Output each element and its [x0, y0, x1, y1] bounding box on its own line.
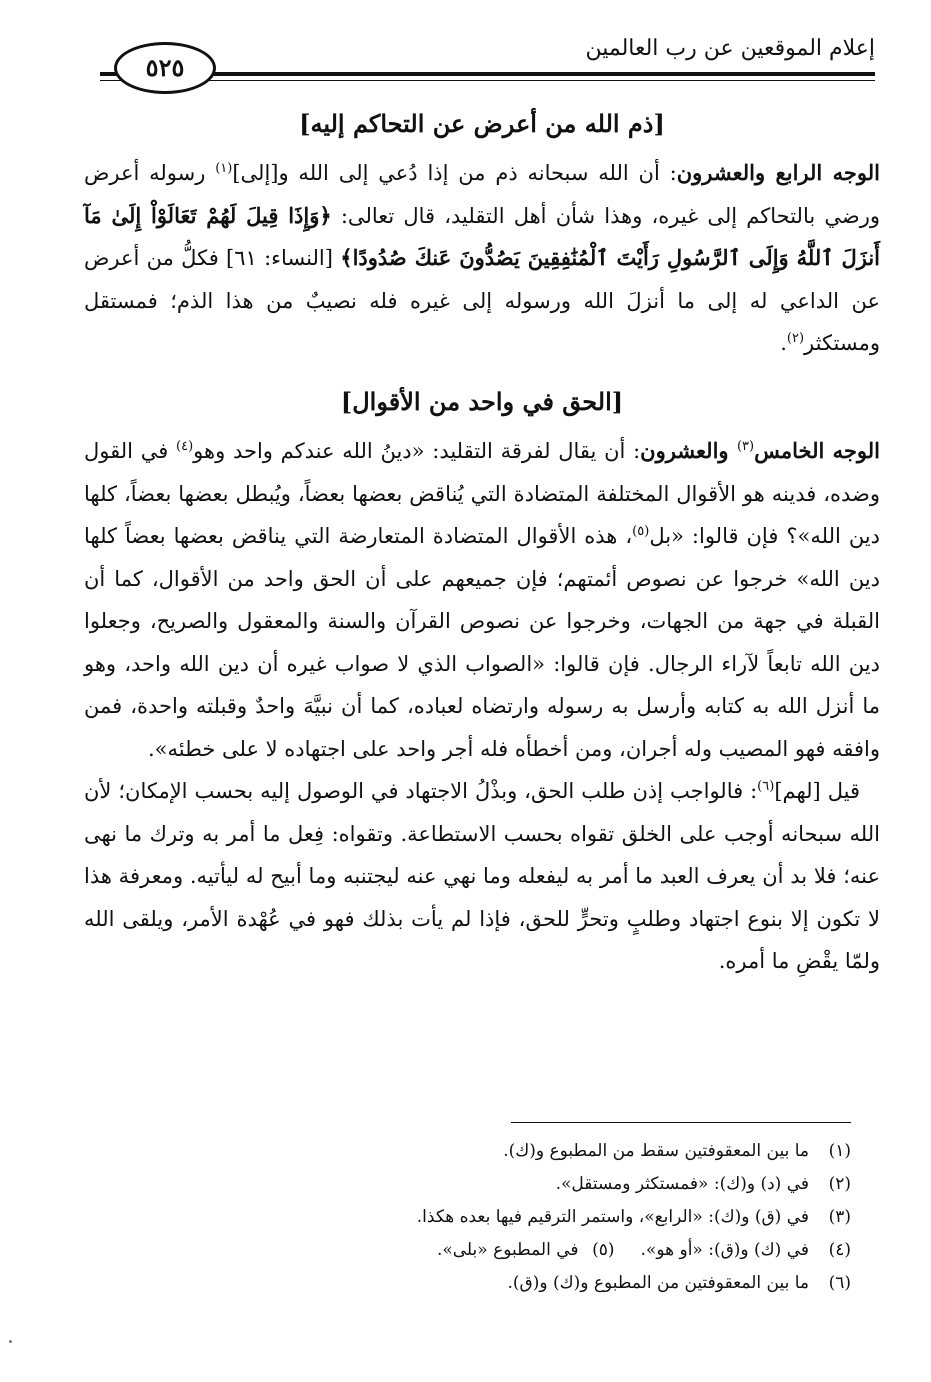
paragraph-24th-aspect: [84, 152, 880, 365]
section-heading: [الحق في واحد من الأقوال]: [340, 387, 624, 416]
footnote-text: في (د) و(ك): «فمستكثر ومستقل».: [555, 1174, 809, 1194]
footnote-ref-2: (٢): [786, 331, 805, 346]
footnote-number: (٥): [592, 1240, 615, 1260]
page-number: ٥٢٥: [114, 42, 216, 94]
footnote-text: في (ق) و(ك): «الرابع»، واستمر الترقيم فيها بعده هكذا.: [416, 1207, 809, 1227]
footnote-2: [231, 1168, 851, 1201]
footnote-ref-1: (١): [215, 161, 233, 176]
paragraph-text: ، هذه الأقوال المتضادة المتعارضة التي يناقض بعضها بعضاً كلها دين الله» خرجوا عن نصوص أئمتهم؛ فإن جميعهم على أن الحق واحد من الأقوال، كما أن القبلة في جهة من الجهات، وخرجوا عن نصوص القرآن والسنة والمعقول والصريح، وجعلوا دين الله تابعاً لآراء الرجال. فإن قالوا: «الصواب الذي لا صواب غيره أن دين الله واحد، وهو ما أنزل الله به كتابه وأرسل به رسوله وارتضاه لعباده، كما أن نبيَّهَ واحدٌ وقبلته واحدة، فمن وافقه فهو المصيب وله أجران، ومن أخطأه فله أجر واحد على اجتهاده لا على خطئه».: [84, 524, 880, 761]
paragraph-reply: [84, 770, 880, 983]
footnotes: [231, 1135, 851, 1300]
footnote-separator: [511, 1122, 851, 1123]
footnote-number: (٦): [828, 1273, 851, 1293]
paragraph-text: : أن الله سبحانه ذم من إذا دُعي إلى الله و[إلى]: [232, 161, 677, 185]
footnote-1: [231, 1135, 851, 1168]
paragraph-text: قيل [لهم]: [774, 779, 860, 803]
footnote-4-and-5: [231, 1234, 851, 1267]
footnote-6: [231, 1267, 851, 1300]
footnote-text: في المطبوع «بلى».: [436, 1240, 579, 1260]
footnote-ref-4: (٤): [176, 439, 194, 454]
footnote-number: (٣): [828, 1207, 851, 1227]
paragraph-text: [النساء: ٦١] فكلُّ من أعرض عن الداعي له إلى ما أنزلَ الله ورسوله إلى غيره فله نصيبٌ من هذا الذم؛ فمستقل ومستكثر: [84, 246, 880, 355]
running-header: [100, 22, 875, 82]
paragraph-text: رسوله أعرض ورضي بالتحاكم إلى غيره، وهذا شأن أهل التقليد، قال تعالى:: [84, 161, 880, 228]
header-rule-thin: [100, 80, 875, 81]
paragraph-end: .: [780, 331, 787, 355]
footnote-number: (٤): [828, 1240, 851, 1260]
footnote-ref-5: (٥): [632, 524, 650, 539]
paragraph-lead: والعشرون: [640, 438, 737, 463]
section-blame: [84, 104, 880, 365]
quran-verse: ﴿وَإِذَا قِيلَ لَهُمْ تَعَالَوْاْ إِلَىٰ مَآ أَنزَلَ ٱللَّهُ وَإِلَى ٱلرَّسُولِ رَأَيْتَ ٱلْمُنَٰفِقِينَ يَصُدُّونَ عَنكَ صُدُودًا﴾: [84, 202, 880, 270]
section-heading: [ذم الله من أعرض عن التحاكم إليه]: [299, 109, 665, 138]
footnote-ref-3: (٣): [736, 439, 755, 454]
paragraph-text: : أن يقال لفرقة التقليد: «دينُ الله عندكم واحد وهو: [193, 439, 641, 463]
footnote-text: ما بين المعقوفتين من المطبوع و(ك) و(ق).: [507, 1273, 809, 1293]
paragraph-25th-aspect: [84, 430, 880, 770]
footnote-number: (١): [828, 1141, 851, 1161]
footnote-text: في (ك) و(ق): «أو هو».: [640, 1240, 809, 1260]
footnote-number: (٢): [828, 1174, 851, 1194]
footnote-3: [231, 1201, 851, 1234]
book-title: إعلام الموقعين عن رب العالمين: [585, 36, 875, 61]
paragraph-text: في القول وضده، فدينه هو الأقوال المختلفة المتضادة التي يُناقض بعضها بعضاً، ويُبطل بعضها بعضاً، كلها دين الله»؟ فإن قالوا: «بل: [84, 439, 881, 548]
footnote-text: ما بين المعقوفتين سقط من المطبوع و(ك).: [503, 1141, 809, 1161]
section-truth: [84, 382, 880, 983]
scan-speck: [9, 1340, 12, 1343]
paragraph-lead: الوجه الخامس: [754, 438, 881, 463]
paragraph-lead: الوجه الرابع والعشرون: [676, 160, 880, 185]
header-rule-thick: [100, 72, 875, 76]
footnote-ref-6: (٦): [757, 779, 775, 794]
paragraph-text: : فالواجب إذن طلب الحق، وبذْلُ الاجتهاد في الوصول إليه بحسب الإمكان؛ لأن الله سبحانه أوجب على الخلق تقواه بحسب الاستطاعة. وتقواه: فِعل ما أمر به وترك ما نهى عنه؛ فلا بد أن يعرف العبد ما أمر به ليفعله وما نهي عنه ليجتنبه وما أبيح له ليأتيه. ومعرفة هذا لا تكون إلا بنوع اجتهاد وطلبٍ وتحرٍّ للحق، فإذا لم يأت بذلك فهو في عُهْدة الأمر، ويلقى الله ولمّا يقْضِ ما أمره.: [84, 779, 880, 973]
